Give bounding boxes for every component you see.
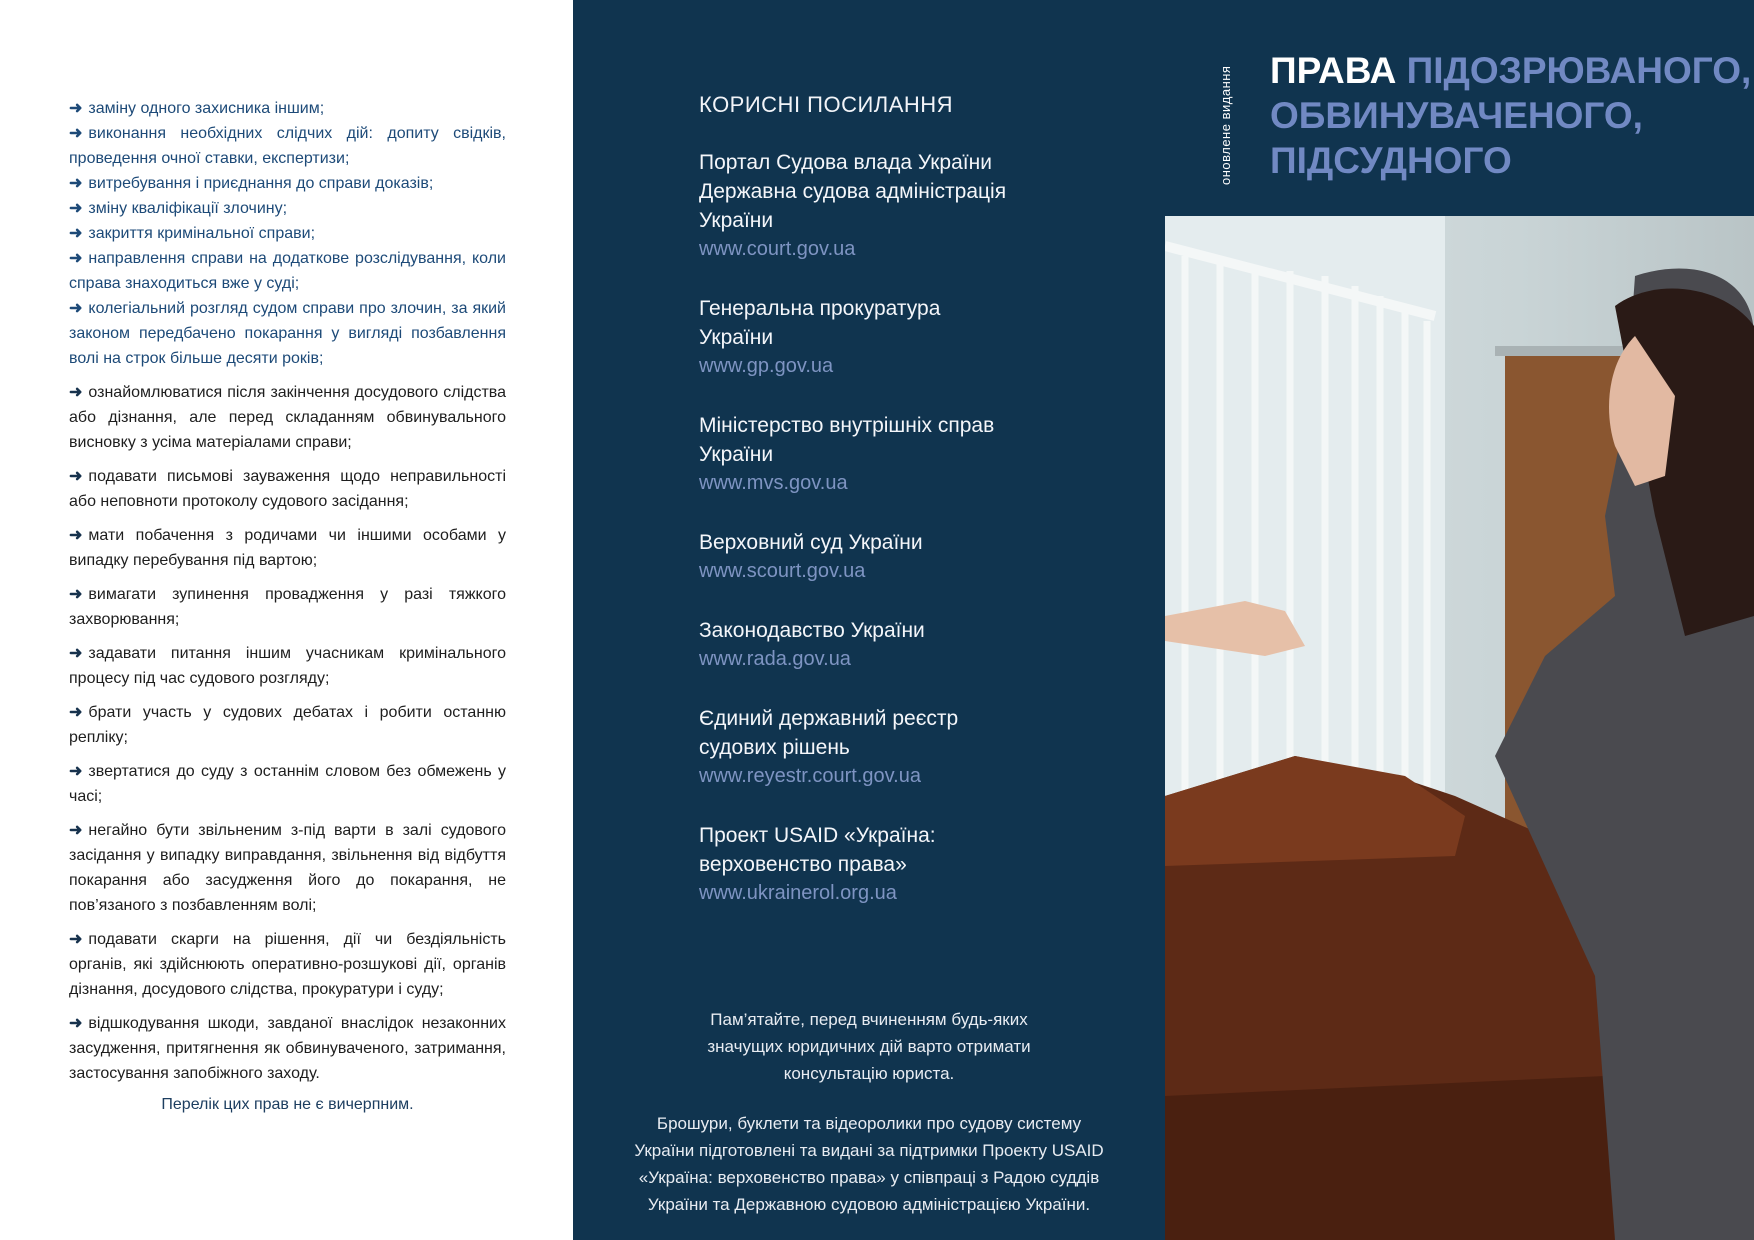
right-item	[69, 818, 506, 918]
arrow-icon: ➜	[69, 822, 83, 839]
title-line-3: ПІДСУДНОГО	[1270, 140, 1512, 181]
right-item	[69, 927, 506, 1002]
link-title: Портал Судова влада України Державна судова адміністрація України	[699, 151, 1007, 232]
link-entry	[699, 294, 1006, 381]
right-item	[69, 121, 506, 171]
right-item	[69, 380, 506, 455]
link-url[interactable]: www.mvs.gov.ua	[699, 472, 848, 494]
link-entry	[699, 148, 1006, 264]
photo-illustration	[1165, 216, 1754, 1240]
right-item-text: вимагати зупинення провадження у разі тяжкого захворювання;	[69, 586, 506, 628]
link-title: Проект USAID «Україна: верховенство права»	[699, 824, 936, 876]
right-item-text: негайно бути звільненим з-під варти в залі судового засідання у випадку виправдання, звільнення від відбуття покарання або засудження його до покарання, не пов’язаного з позбавленням волі;	[69, 822, 506, 914]
right-item-text: мати побачення з родичами чи іншими особами у випадку перебування під вартою;	[69, 527, 506, 569]
links-list	[699, 148, 1006, 908]
arrow-icon: ➜	[69, 645, 83, 662]
arrow-icon: ➜	[69, 384, 83, 401]
arrow-icon: ➜	[69, 586, 83, 603]
right-item	[69, 96, 506, 121]
arrow-icon: ➜	[69, 100, 83, 117]
title-line-2: ОБВИНУВАЧЕНОГО,	[1270, 95, 1643, 136]
right-item-text: зміну кваліфікації злочину;	[88, 200, 288, 217]
right-item-text: заміну одного захисника іншим;	[88, 100, 325, 117]
right-item-text: виконання необхідних слідчих дій: допиту свідків, проведення очної ставки, експертизи;	[69, 125, 506, 167]
arrow-icon: ➜	[69, 931, 83, 948]
title-white: ПРАВА	[1270, 50, 1397, 91]
right-item	[69, 464, 506, 514]
link-title: Єдиний державний реєстр судових рішень	[699, 707, 959, 759]
right-item-text: брати участь у судових дебатах і робити останню репліку;	[69, 704, 506, 746]
arrow-icon: ➜	[69, 527, 83, 544]
arrow-icon: ➜	[69, 763, 83, 780]
link-entry	[699, 528, 1006, 586]
edition-label: оновлене видання	[1218, 65, 1233, 185]
title-line-1: ПІДОЗРЮВАНОГО,	[1396, 50, 1752, 91]
list-note: Перелік цих прав не є вичерпним.	[161, 1096, 414, 1113]
links-heading: КОРИСНІ ПОСИЛАННЯ	[699, 92, 954, 117]
link-title: Міністерство внутрішніх справ України	[699, 414, 995, 466]
right-item-text: колегіальний розгляд судом справи про злочин, за який законом передбачено покарання у вигляді позбавлення волі на строк більше десяти років;	[69, 300, 506, 367]
arrow-icon: ➜	[69, 125, 83, 142]
cover-title	[1270, 48, 1751, 183]
right-item-text: направлення справи на додаткове розслідування, коли справа знаходиться вже у суді;	[69, 250, 506, 292]
right-item	[69, 582, 506, 632]
rights-list	[69, 96, 506, 1117]
right-item	[69, 641, 506, 691]
right-item	[69, 523, 506, 573]
right-item-text: закриття кримінальної справи;	[88, 225, 316, 242]
arrow-icon: ➜	[69, 704, 83, 721]
link-title: Генеральна прокуратура України	[699, 297, 941, 349]
right-item	[69, 221, 506, 246]
right-item-text: подавати письмові зауваження щодо неправильності або неповноти протоколу судового засідання;	[69, 468, 506, 510]
link-url[interactable]: www.scourt.gov.ua	[699, 560, 866, 582]
links-panel	[573, 0, 1165, 1240]
arrow-icon: ➜	[69, 1015, 83, 1032]
right-item	[69, 296, 506, 371]
right-item	[69, 171, 506, 196]
arrow-icon: ➜	[69, 300, 83, 317]
arrow-icon: ➜	[69, 225, 83, 242]
link-entry	[699, 704, 1006, 791]
link-url[interactable]: www.gp.gov.ua	[699, 355, 834, 377]
link-entry	[699, 616, 1006, 674]
right-item	[69, 196, 506, 221]
right-item-text: задавати питання іншим учасникам кримінального процесу під час судового розгляду;	[69, 645, 506, 687]
right-item-text: відшкодування шкоди, завданої внаслідок незаконних засудження, притягнення як обвинуваченого, затримання, застосування запобіжного заходу.	[69, 1015, 506, 1082]
link-entry	[699, 821, 1006, 908]
right-item	[69, 1011, 506, 1086]
credits-text: Брошури, буклети та відеоролики про судову систему України підготовлені та видані за підтримки Проекту USAID «Україна: верховенство права» у співпраці з Радою суддів України та Державною судовою адміністрацією України.	[634, 1114, 1104, 1214]
arrow-icon: ➜	[69, 200, 83, 217]
right-item-text: витребування і приєднання до справи доказів;	[88, 175, 434, 192]
link-url[interactable]: www.ukrainerol.org.ua	[699, 882, 897, 904]
courtroom-photo	[1165, 216, 1754, 1240]
link-url[interactable]: www.rada.gov.ua	[699, 648, 851, 670]
link-entry	[699, 411, 1006, 498]
right-item	[69, 700, 506, 750]
lawyer-reminder: Пам’ятайте, перед вчиненням будь-яких значущих юридичних дій варто отримати консультацію юриста.	[707, 1010, 1031, 1083]
arrow-icon: ➜	[69, 468, 83, 485]
arrow-icon: ➜	[69, 175, 83, 192]
link-url[interactable]: www.reyestr.court.gov.ua	[699, 765, 921, 787]
arrow-icon: ➜	[69, 250, 83, 267]
link-title: Верховний суд України	[699, 531, 923, 554]
right-item	[69, 246, 506, 296]
right-item-text: подавати скарги на рішення, дії чи бездіяльність органів, які здійснюють оперативно-розшукові дії, органів дізнання, досудового слідства, прокуратури і суду;	[69, 931, 506, 998]
right-item-text: звертатися до суду з останнім словом без обмежень у часі;	[69, 763, 506, 805]
link-url[interactable]: www.court.gov.ua	[699, 238, 856, 260]
link-title: Законодавство України	[699, 619, 925, 642]
right-item-text: ознайомлюватися після закінчення досудового слідства або дізнання, але перед складанням обвинувального висновку з усіма матеріалами справи;	[69, 384, 506, 451]
right-item	[69, 759, 506, 809]
